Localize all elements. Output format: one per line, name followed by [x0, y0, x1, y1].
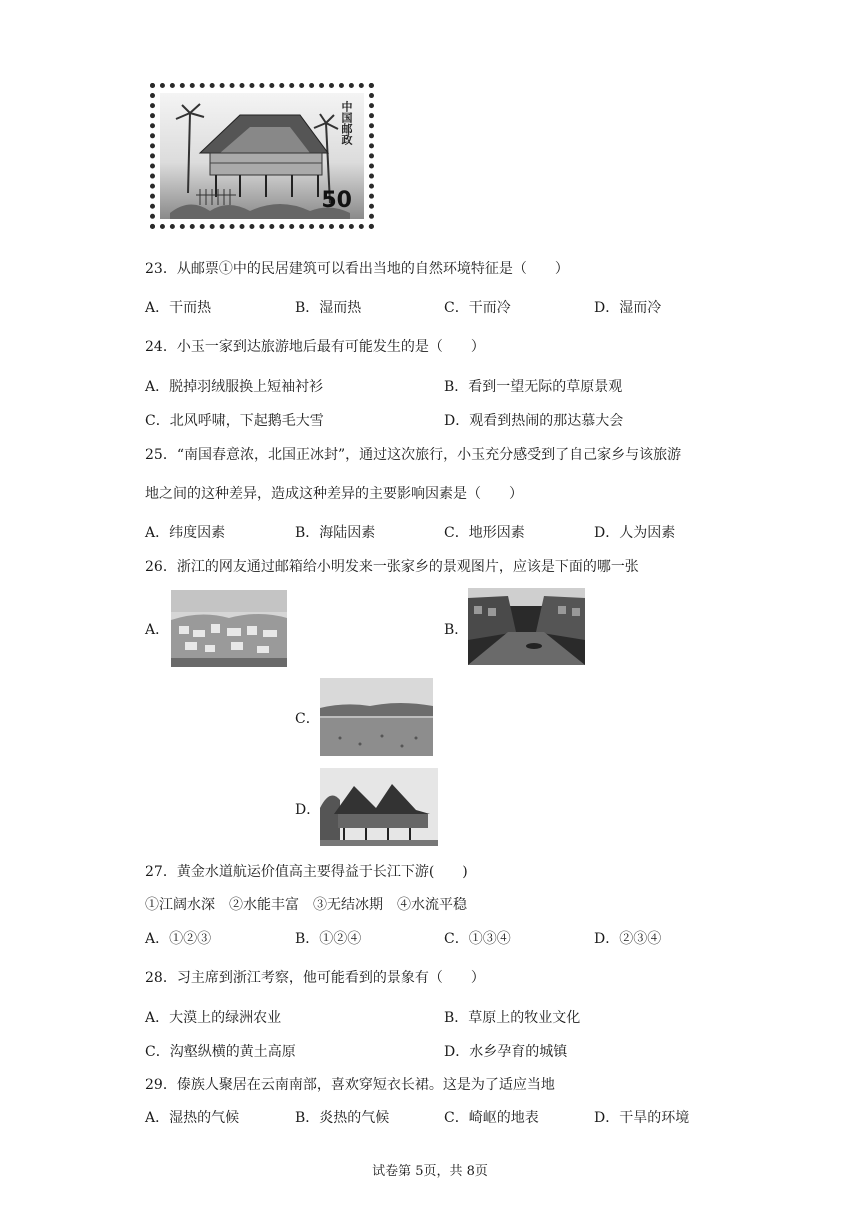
- q29-option-a[interactable]: A．湿热的气候: [145, 1110, 240, 1126]
- question-27: 27．黄金水道航运价值高主要得益于长江下游( ): [145, 864, 468, 880]
- stamp-country-label: 中国邮政: [340, 101, 353, 145]
- q28-option-d[interactable]: D．水乡孕育的城镇: [444, 1044, 568, 1060]
- q23-option-a[interactable]: A．干而热: [145, 300, 212, 316]
- q26-option-c[interactable]: C．: [295, 711, 320, 727]
- q24-option-c[interactable]: C．北风呼啸，下起鹅毛大雪: [145, 413, 324, 429]
- q28-option-b[interactable]: B．草原上的牧业文化: [444, 1010, 581, 1026]
- q29-option-d[interactable]: D．干旱的环境: [594, 1110, 690, 1126]
- q29-option-c[interactable]: C．崎岖的地表: [444, 1110, 539, 1126]
- q26-option-b[interactable]: B．: [444, 622, 469, 638]
- question-24: 24．小玉一家到达旅游地后最有可能发生的是（ ）: [145, 339, 485, 355]
- question-25-line2: 地之间的这种差异，造成这种差异的主要影响因素是（ ）: [145, 486, 523, 502]
- q27-option-b[interactable]: B．①②④: [295, 931, 362, 947]
- question-27-statements: ①江阔水深 ②水能丰富 ③无结冰期 ④水流平稳: [145, 897, 467, 913]
- q27-option-a[interactable]: A．①②③: [145, 931, 212, 947]
- page-footer: 试卷第 5页，共 8页: [372, 1164, 488, 1179]
- q23-option-b[interactable]: B．湿而热: [295, 300, 362, 316]
- question-29: 29．傣族人聚居在云南南部，喜欢穿短衣长裙。这是为了适应当地: [145, 1077, 555, 1093]
- q24-option-b[interactable]: B．看到一望无际的草原景观: [444, 379, 623, 395]
- q23-option-c[interactable]: C．干而冷: [444, 300, 511, 316]
- q25-option-c[interactable]: C．地形因素: [444, 525, 525, 541]
- q28-option-c[interactable]: C．沟壑纵横的黄土高原: [145, 1044, 296, 1060]
- q25-option-b[interactable]: B．海陆因素: [295, 525, 376, 541]
- q26-photo-c-grassland[interactable]: [320, 678, 433, 756]
- stamp-image: [150, 83, 374, 229]
- question-26: 26．浙江的网友通过邮箱给小明发来一张家乡的景观图片，应该是下面的哪一张: [145, 559, 639, 575]
- question-23: 23．从邮票①中的民居建筑可以看出当地的自然环境特征是（ ）: [145, 261, 569, 277]
- q26-option-a[interactable]: A．: [145, 622, 170, 638]
- q27-option-c[interactable]: C．①③④: [444, 931, 511, 947]
- q24-option-d[interactable]: D．观看到热闹的那达慕大会: [444, 413, 624, 429]
- q26-photo-b-water-town[interactable]: [468, 588, 585, 665]
- q23-option-d[interactable]: D．湿而冷: [594, 300, 662, 316]
- q25-option-a[interactable]: A．纬度因素: [145, 525, 226, 541]
- q26-photo-d-bamboo-house[interactable]: [320, 768, 438, 846]
- question-25-line1: 25．“南国春意浓，北国正冰封”，通过这次旅行，小玉充分感受到了自己家乡与该旅游: [145, 447, 682, 463]
- q29-option-b[interactable]: B．炎热的气候: [295, 1110, 390, 1126]
- q25-option-d[interactable]: D．人为因素: [594, 525, 676, 541]
- q26-photo-a-town[interactable]: [171, 590, 287, 667]
- q24-option-a[interactable]: A．脱掉羽绒服换上短袖衬衫: [145, 379, 324, 395]
- q28-option-a[interactable]: A．大漠上的绿洲农业: [145, 1010, 282, 1026]
- question-28: 28．习主席到浙江考察，他可能看到的景象有（ ）: [145, 970, 485, 986]
- stamp-value-label: 50: [321, 188, 352, 213]
- q27-option-d[interactable]: D．②③④: [594, 931, 662, 947]
- q26-option-d[interactable]: D．: [295, 802, 321, 818]
